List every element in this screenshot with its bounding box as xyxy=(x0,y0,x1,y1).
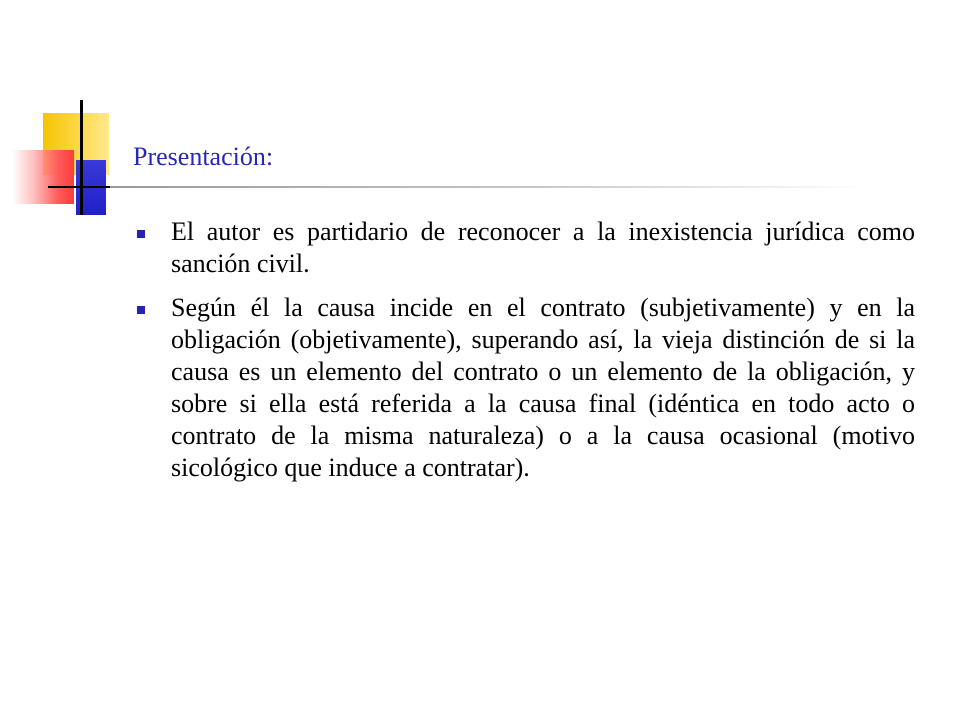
bullet-item xyxy=(133,216,915,280)
decorative-red-square xyxy=(12,150,74,204)
decorative-vertical-line xyxy=(80,100,83,215)
title-underline-rule xyxy=(110,186,870,188)
square-bullet-icon xyxy=(137,230,145,238)
square-bullet-icon xyxy=(137,306,145,314)
slide-title: Presentación: xyxy=(133,142,274,171)
bullet-item xyxy=(133,292,915,484)
bullet-list xyxy=(133,216,915,496)
bullet-text: El autor es partidario de reconocer a la inexistencia jurídica como sanción civil. xyxy=(171,217,915,278)
bullet-text: Según él la causa incide en el contrato (subjetivamente) y en la obligación (objetivamente), superando así, la vieja distinción de si la causa es un elemento del contrato o un elemento de la obligación, y sobre si ella está referida a la causa final (idéntica en todo acto o contrato de la misma naturaleza) o a la causa ocasional (motivo sicológico que induce a contratar). xyxy=(171,293,915,482)
